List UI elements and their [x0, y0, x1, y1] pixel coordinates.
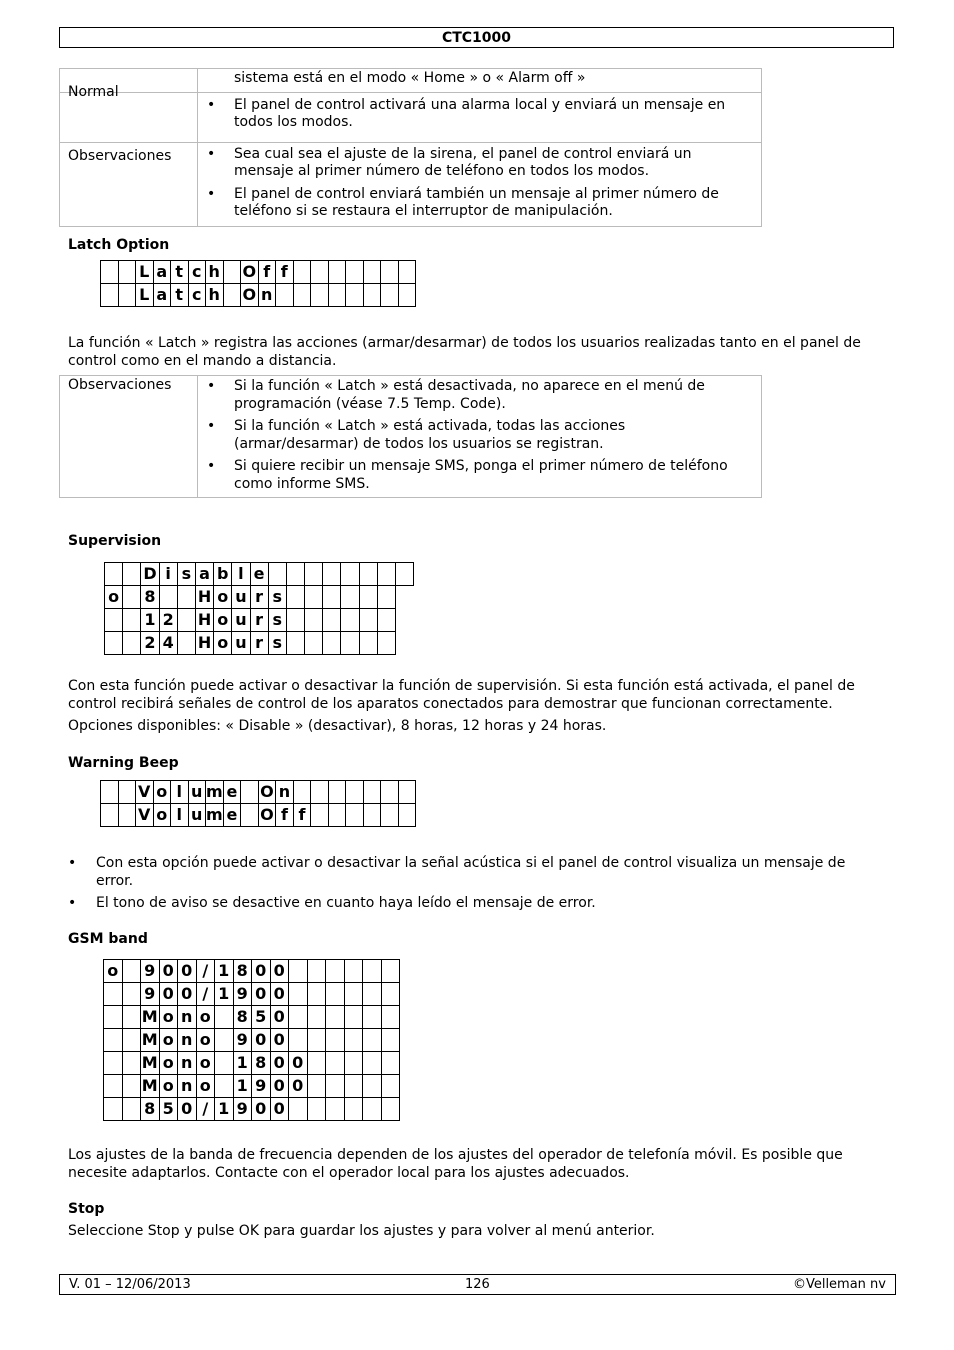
- lcd-cell: [341, 609, 359, 632]
- lcd-cell: [326, 983, 345, 1006]
- lcd-cell: 0: [270, 1075, 289, 1098]
- page-header: CTC1000: [59, 27, 894, 48]
- lcd-cell: o: [159, 1006, 178, 1029]
- lcd-cell: 0: [252, 1029, 271, 1052]
- lcd-cell: 2: [141, 632, 159, 655]
- lcd-cell: [344, 1098, 363, 1121]
- lcd-cell: [122, 1006, 141, 1029]
- lcd-cell: 1: [141, 609, 159, 632]
- lcd-cell: a: [195, 563, 213, 586]
- lcd-cell: [341, 632, 359, 655]
- lcd-row: [105, 586, 414, 609]
- lcd-cell: [104, 1006, 123, 1029]
- lcd-cell: [104, 1075, 123, 1098]
- lcd-cell: 0: [159, 983, 178, 1006]
- lcd-cell: /: [196, 983, 215, 1006]
- lcd-cell: [328, 284, 346, 307]
- lcd-cell: [398, 804, 416, 827]
- lcd-cell: [118, 261, 136, 284]
- lcd-cell: 0: [178, 983, 197, 1006]
- lcd-cell: [289, 1029, 308, 1052]
- lcd-cell: 0: [289, 1075, 308, 1098]
- lcd-cell: [311, 261, 329, 284]
- lcd-cell: o: [196, 1006, 215, 1029]
- lcd-cell: 9: [141, 960, 160, 983]
- lcd-cell: [241, 804, 259, 827]
- footer-version: V. 01 – 12/06/2013: [69, 1277, 191, 1292]
- lcd-cell: M: [141, 1029, 160, 1052]
- lcd-cell: [363, 804, 381, 827]
- lcd-cell: [396, 563, 414, 586]
- lcd-cell: [118, 284, 136, 307]
- table-cell-text: sistema está en el modo « Home » o « Alarm off »: [234, 70, 586, 86]
- supervision-options: Opciones disponibles: « Disable » (desactivar), 8 horas, 12 horas y 24 horas.: [68, 718, 607, 734]
- lcd-cell: 1: [233, 1075, 252, 1098]
- lcd-row: [104, 1098, 400, 1121]
- lcd-cell: [323, 563, 341, 586]
- list-item: • El panel de control activará una alarma local y enviará un mensaje en todos los modos.: [198, 97, 751, 132]
- lcd-cell: [307, 983, 326, 1006]
- lcd-row: [101, 781, 416, 804]
- lcd-cell: [381, 804, 399, 827]
- lcd-cell: [105, 632, 123, 655]
- lcd-cell: [346, 261, 364, 284]
- gsm-paragraph: Los ajustes de la banda de frecuencia dependen de los ajustes del operador de telefonía móvil. Es posible que necesite adaptarlos. Contacte con el operador local para los ajustes adecuados.: [68, 1147, 843, 1181]
- supervision-paragraph: Con esta función puede activar o desactivar la función de supervisión. Si esta función está activada, el panel de control recibirá señales de control de los aparatos conectados para demostrar que funcionan correctamente.: [68, 678, 855, 712]
- lcd-cell: [122, 1075, 141, 1098]
- lcd-cell: l: [232, 563, 250, 586]
- lcd-cell: 9: [141, 983, 160, 1006]
- latch-lcd-grid: [100, 260, 416, 307]
- lcd-cell: o: [196, 1029, 215, 1052]
- lcd-cell: 0: [252, 960, 271, 983]
- lcd-cell: O: [258, 781, 276, 804]
- lcd-cell: n: [178, 1006, 197, 1029]
- lcd-cell: [104, 1029, 123, 1052]
- lcd-cell: [363, 1075, 382, 1098]
- lcd-cell: D: [141, 563, 159, 586]
- lcd-cell: [381, 1052, 400, 1075]
- lcd-cell: o: [214, 632, 232, 655]
- lcd-cell: [346, 781, 364, 804]
- lcd-row: [104, 1075, 400, 1098]
- list-item: • Con esta opción puede activar o desactivar la señal acústica si el panel de control visualiza un mensaje de error.: [68, 855, 884, 890]
- lcd-cell: 2: [159, 609, 177, 632]
- lcd-cell: 4: [159, 632, 177, 655]
- lcd-cell: [381, 781, 399, 804]
- lcd-cell: 8: [233, 1006, 252, 1029]
- lcd-cell: /: [196, 1098, 215, 1121]
- lcd-cell: u: [232, 632, 250, 655]
- lcd-cell: [122, 960, 141, 983]
- lcd-cell: o: [196, 1052, 215, 1075]
- lcd-cell: s: [268, 609, 286, 632]
- lcd-cell: [381, 1029, 400, 1052]
- lcd-cell: a: [153, 284, 171, 307]
- lcd-row: [105, 563, 414, 586]
- lcd-cell: o: [214, 586, 232, 609]
- page-footer: [59, 1274, 896, 1295]
- list-item: • Sea cual sea el ajuste de la sirena, el panel de control enviará un mensaje al primer número de teléfono en todos los modos.: [198, 146, 751, 181]
- lcd-cell: t: [171, 261, 189, 284]
- lcd-cell: [293, 261, 311, 284]
- lcd-cell: [326, 1006, 345, 1029]
- lcd-cell: [118, 804, 136, 827]
- lcd-cell: [326, 1029, 345, 1052]
- lcd-cell: 8: [252, 1052, 271, 1075]
- lcd-cell: [293, 781, 311, 804]
- lcd-cell: [311, 284, 329, 307]
- lcd-cell: [311, 804, 329, 827]
- lcd-cell: [123, 563, 141, 586]
- lcd-cell: [101, 284, 119, 307]
- lcd-cell: [344, 1052, 363, 1075]
- lcd-cell: [289, 1006, 308, 1029]
- supervision-heading: Supervision: [68, 533, 162, 549]
- table-cell-label: Normal: [68, 83, 119, 100]
- lcd-cell: [341, 563, 359, 586]
- lcd-cell: 0: [270, 1029, 289, 1052]
- lcd-cell: /: [196, 960, 215, 983]
- lcd-cell: 8: [141, 1098, 160, 1121]
- lcd-row: [104, 1006, 400, 1029]
- lcd-cell: [359, 609, 377, 632]
- lcd-cell: [363, 781, 381, 804]
- lcd-cell: [104, 983, 123, 1006]
- lcd-cell: 9: [233, 1098, 252, 1121]
- lcd-cell: n: [178, 1075, 197, 1098]
- lcd-cell: [123, 632, 141, 655]
- warning-list: [68, 855, 884, 918]
- lcd-cell: M: [141, 1052, 160, 1075]
- lcd-row: [101, 261, 416, 284]
- lcd-cell: 0: [159, 960, 178, 983]
- lcd-cell: 0: [178, 1098, 197, 1121]
- lcd-cell: e: [250, 563, 268, 586]
- lcd-cell: [241, 781, 259, 804]
- stop-heading: Stop: [68, 1201, 105, 1217]
- lcd-cell: [363, 1098, 382, 1121]
- lcd-cell: [363, 960, 382, 983]
- lcd-row: [105, 632, 414, 655]
- lcd-cell: [101, 261, 119, 284]
- lcd-cell: o: [196, 1075, 215, 1098]
- latch-remarks-table: [59, 375, 762, 498]
- lcd-cell: 0: [270, 983, 289, 1006]
- lcd-cell: [276, 284, 294, 307]
- lcd-cell: u: [188, 781, 206, 804]
- lcd-cell: [105, 563, 123, 586]
- lcd-cell: [381, 1098, 400, 1121]
- list-item: • Si la función « Latch » está desactivada, no aparece en el menú de programación (véase 7.5 Temp. Code).: [198, 378, 751, 413]
- lcd-cell: [377, 609, 395, 632]
- lcd-cell: 1: [215, 960, 234, 983]
- lcd-cell: [286, 563, 304, 586]
- lcd-cell: o: [159, 1052, 178, 1075]
- lcd-cell: [381, 983, 400, 1006]
- lcd-cell: [381, 960, 400, 983]
- lcd-cell: [344, 983, 363, 1006]
- list-item: • El tono de aviso se desactive en cuanto haya leído el mensaje de error.: [68, 895, 884, 913]
- lcd-cell: H: [195, 632, 213, 655]
- lcd-cell: e: [223, 804, 241, 827]
- lcd-cell: s: [268, 632, 286, 655]
- lcd-cell: o: [153, 804, 171, 827]
- table-cell-label: Observaciones: [68, 377, 172, 393]
- lcd-cell: [305, 586, 323, 609]
- lcd-cell: [381, 1006, 400, 1029]
- table-cell-label: Observaciones: [68, 147, 172, 164]
- lcd-cell: [359, 563, 377, 586]
- lcd-cell: [307, 1006, 326, 1029]
- lcd-cell: l: [171, 781, 189, 804]
- footer-copyright: ©Velleman nv: [792, 1277, 886, 1292]
- lcd-cell: 1: [233, 1052, 252, 1075]
- lcd-cell: [377, 632, 395, 655]
- lcd-cell: O: [241, 261, 259, 284]
- lcd-cell: [326, 960, 345, 983]
- latch-heading: Latch Option: [68, 237, 170, 253]
- lcd-cell: [268, 563, 286, 586]
- lcd-row: [104, 1029, 400, 1052]
- lcd-cell: [328, 781, 346, 804]
- lcd-cell: 8: [233, 960, 252, 983]
- lcd-cell: b: [214, 563, 232, 586]
- lcd-cell: [359, 632, 377, 655]
- lcd-cell: [346, 284, 364, 307]
- lcd-cell: [326, 1052, 345, 1075]
- gsm-heading: GSM band: [68, 931, 148, 947]
- supervision-lcd-grid: [104, 562, 414, 655]
- lcd-cell: e: [223, 781, 241, 804]
- lcd-cell: [223, 261, 241, 284]
- lcd-cell: [326, 1075, 345, 1098]
- lcd-row: [101, 804, 416, 827]
- lcd-cell: r: [250, 586, 268, 609]
- lcd-cell: [323, 632, 341, 655]
- lcd-cell: 0: [289, 1052, 308, 1075]
- lcd-cell: [215, 1029, 234, 1052]
- lcd-cell: [344, 1006, 363, 1029]
- lcd-cell: [307, 1075, 326, 1098]
- lcd-cell: 9: [233, 1029, 252, 1052]
- lcd-cell: [323, 609, 341, 632]
- lcd-cell: [307, 1098, 326, 1121]
- lcd-cell: m: [206, 804, 224, 827]
- lcd-cell: [101, 804, 119, 827]
- lcd-cell: [326, 1098, 345, 1121]
- lcd-cell: c: [188, 284, 206, 307]
- lcd-row: [105, 609, 414, 632]
- lcd-cell: 5: [159, 1098, 178, 1121]
- lcd-cell: s: [268, 586, 286, 609]
- lcd-cell: [307, 960, 326, 983]
- lcd-cell: [344, 1029, 363, 1052]
- lcd-cell: [363, 1052, 382, 1075]
- warning-lcd-grid: [100, 780, 416, 827]
- lcd-cell: l: [171, 804, 189, 827]
- lcd-cell: 9: [233, 983, 252, 1006]
- lcd-cell: [223, 284, 241, 307]
- lcd-cell: H: [195, 609, 213, 632]
- lcd-cell: [323, 586, 341, 609]
- lcd-cell: [122, 1098, 141, 1121]
- lcd-cell: 0: [270, 1098, 289, 1121]
- lcd-cell: [101, 781, 119, 804]
- lcd-cell: o: [105, 586, 123, 609]
- lcd-cell: r: [250, 609, 268, 632]
- lcd-cell: [215, 1052, 234, 1075]
- lcd-cell: c: [188, 261, 206, 284]
- lcd-cell: n: [178, 1029, 197, 1052]
- lcd-cell: [363, 284, 381, 307]
- lcd-cell: 0: [270, 960, 289, 983]
- lcd-cell: [105, 609, 123, 632]
- lcd-cell: [286, 632, 304, 655]
- lcd-cell: L: [136, 261, 154, 284]
- lcd-cell: h: [206, 261, 224, 284]
- lcd-cell: m: [206, 781, 224, 804]
- lcd-cell: O: [241, 284, 259, 307]
- latch-paragraph: La función « Latch » registra las acciones (armar/desarmar) de todos los usuarios realizadas tanto en el panel de control como en el mando a distancia.: [68, 335, 861, 369]
- lcd-cell: M: [141, 1006, 160, 1029]
- lcd-cell: u: [232, 609, 250, 632]
- lcd-cell: o: [214, 609, 232, 632]
- lcd-cell: s: [177, 563, 195, 586]
- lcd-row: [104, 1052, 400, 1075]
- lcd-cell: 0: [270, 1052, 289, 1075]
- stop-paragraph: Seleccione Stop y pulse OK para guardar los ajustes y para volver al menú anterior.: [68, 1223, 655, 1239]
- lcd-row: [104, 960, 400, 983]
- lcd-cell: 0: [270, 1006, 289, 1029]
- lcd-cell: [215, 1075, 234, 1098]
- lcd-cell: [215, 1006, 234, 1029]
- lcd-cell: [305, 609, 323, 632]
- lcd-cell: [359, 586, 377, 609]
- lcd-cell: [377, 586, 395, 609]
- lcd-cell: [346, 804, 364, 827]
- lcd-cell: [159, 586, 177, 609]
- lcd-cell: [104, 1052, 123, 1075]
- lcd-cell: o: [159, 1029, 178, 1052]
- lcd-cell: 8: [141, 586, 159, 609]
- lcd-cell: [307, 1052, 326, 1075]
- lcd-cell: o: [159, 1075, 178, 1098]
- lcd-cell: [363, 261, 381, 284]
- lcd-cell: f: [276, 804, 294, 827]
- lcd-cell: [328, 261, 346, 284]
- lcd-cell: [123, 586, 141, 609]
- lcd-cell: [293, 284, 311, 307]
- lcd-cell: 1: [215, 1098, 234, 1121]
- lcd-cell: [177, 609, 195, 632]
- lcd-cell: 0: [252, 1098, 271, 1121]
- lcd-cell: n: [258, 284, 276, 307]
- lcd-cell: [118, 781, 136, 804]
- lcd-cell: [398, 284, 416, 307]
- lcd-cell: f: [276, 261, 294, 284]
- lcd-cell: 5: [252, 1006, 271, 1029]
- settings-table: [59, 68, 762, 227]
- lcd-cell: 9: [252, 1075, 271, 1098]
- lcd-row: [101, 284, 416, 307]
- lcd-cell: O: [258, 804, 276, 827]
- lcd-cell: 1: [215, 983, 234, 1006]
- lcd-cell: [363, 1006, 382, 1029]
- lcd-cell: [289, 1098, 308, 1121]
- lcd-cell: h: [206, 284, 224, 307]
- lcd-cell: n: [276, 781, 294, 804]
- lcd-cell: [289, 960, 308, 983]
- lcd-cell: [363, 983, 382, 1006]
- lcd-cell: o: [153, 781, 171, 804]
- lcd-cell: [363, 1029, 382, 1052]
- lcd-cell: 0: [252, 983, 271, 1006]
- lcd-cell: o: [104, 960, 123, 983]
- lcd-cell: [305, 563, 323, 586]
- lcd-cell: V: [136, 804, 154, 827]
- lcd-cell: H: [195, 586, 213, 609]
- lcd-cell: [381, 261, 399, 284]
- lcd-cell: [177, 586, 195, 609]
- warning-heading: Warning Beep: [68, 755, 179, 771]
- lcd-cell: [398, 781, 416, 804]
- lcd-cell: f: [258, 261, 276, 284]
- lcd-cell: [122, 983, 141, 1006]
- lcd-cell: [398, 261, 416, 284]
- lcd-cell: n: [178, 1052, 197, 1075]
- lcd-cell: a: [153, 261, 171, 284]
- lcd-cell: [307, 1029, 326, 1052]
- lcd-cell: t: [171, 284, 189, 307]
- lcd-cell: r: [250, 632, 268, 655]
- lcd-cell: [122, 1029, 141, 1052]
- lcd-cell: f: [293, 804, 311, 827]
- list-item: • El panel de control enviará también un mensaje al primer número de teléfono si se restaura el interruptor de manipulación.: [198, 186, 751, 221]
- lcd-cell: u: [188, 804, 206, 827]
- lcd-cell: [289, 983, 308, 1006]
- lcd-cell: [328, 804, 346, 827]
- lcd-cell: [305, 632, 323, 655]
- lcd-cell: V: [136, 781, 154, 804]
- lcd-cell: [381, 284, 399, 307]
- list-item: • Si la función « Latch » está activada, todas las acciones (armar/desarmar) de todos los usuarios se registran.: [198, 418, 751, 453]
- lcd-cell: L: [136, 284, 154, 307]
- lcd-cell: [177, 632, 195, 655]
- lcd-cell: [122, 1052, 141, 1075]
- list-item: • Si quiere recibir un mensaje SMS, ponga el primer número de teléfono como informe SMS.: [198, 458, 751, 493]
- footer-page-number: 126: [465, 1277, 490, 1292]
- lcd-cell: [344, 960, 363, 983]
- lcd-cell: [286, 609, 304, 632]
- lcd-cell: 0: [178, 960, 197, 983]
- lcd-cell: i: [159, 563, 177, 586]
- lcd-row: [104, 983, 400, 1006]
- lcd-cell: [104, 1098, 123, 1121]
- lcd-cell: [344, 1075, 363, 1098]
- lcd-cell: [286, 586, 304, 609]
- lcd-cell: u: [232, 586, 250, 609]
- lcd-cell: [377, 563, 395, 586]
- gsm-lcd-grid: [103, 959, 400, 1121]
- lcd-cell: M: [141, 1075, 160, 1098]
- lcd-cell: [123, 609, 141, 632]
- lcd-cell: [311, 781, 329, 804]
- lcd-cell: [341, 586, 359, 609]
- lcd-cell: [381, 1075, 400, 1098]
